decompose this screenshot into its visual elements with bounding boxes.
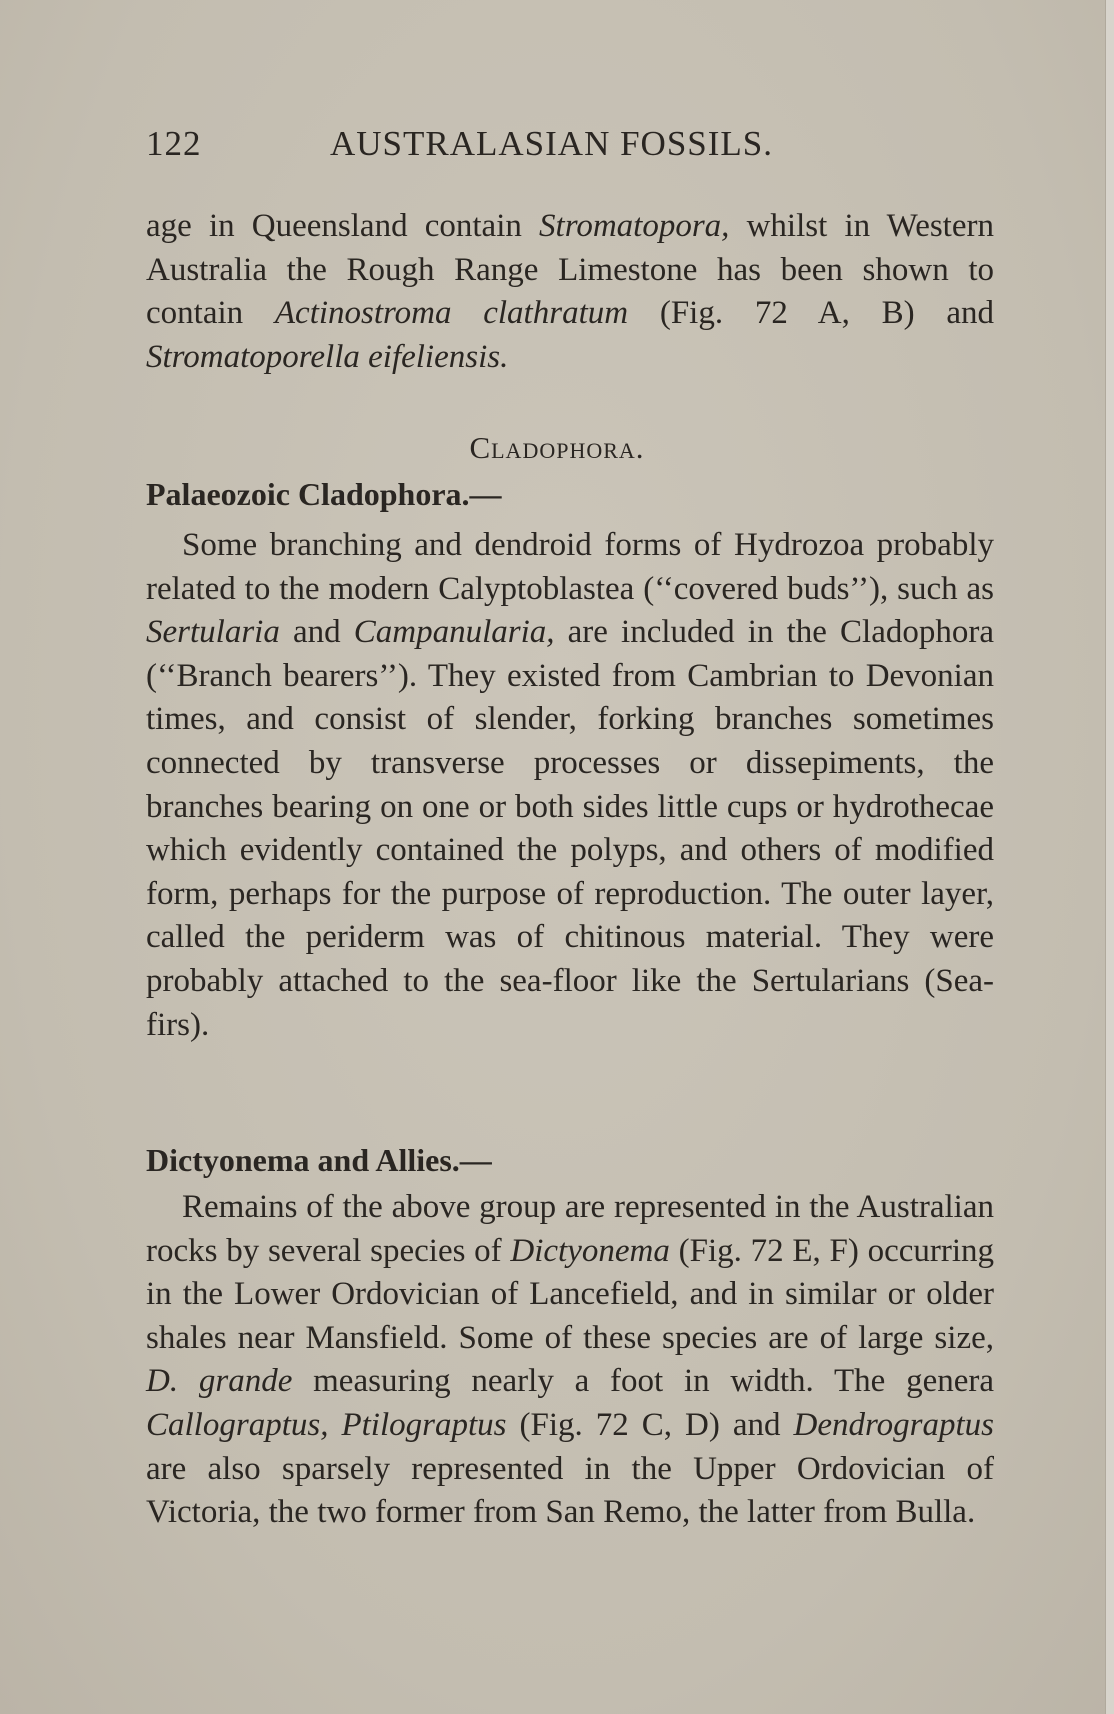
taxon-name: Callograptus, Ptilograptus <box>146 1406 507 1443</box>
paragraph-cladophora <box>146 524 994 1047</box>
text-run: measuring nearly a foot in width. The genera <box>292 1363 994 1400</box>
text-run: and <box>279 614 354 651</box>
text-run: are included in the Cladophora (‘‘Branch bearers’’). They existed from Cambrian to Devonian times, and consist of slender, forking branches sometimes connected by transverse processes or dissepiments, the branches bearing on one or both sides little cups or hydrothecae which evidently contained the polyps, and others of modified form, perhaps for the purpose of reproduction. The outer layer, called the periderm was of chitinous material. They were probably attached to the sea-floor like the Sertularians (Sea-firs). <box>146 614 994 1043</box>
subheading-dictyonema: Dictyonema and Allies.— <box>146 1142 492 1178</box>
subheading-palaeozoic-cladophora: Palaeozoic Cladophora.— <box>146 476 502 512</box>
taxon-name: Dictyonema <box>510 1232 670 1269</box>
taxon-name: D. grande <box>146 1363 293 1400</box>
taxon-name: Stromatoporella eifeliensis. <box>146 338 509 375</box>
running-title: AUSTRALASIAN FOSSILS. <box>330 124 774 163</box>
text-run: are also sparsely represented in the Upper Ordovician of Victoria, the two former from San Remo, the latter from Bulla. <box>146 1450 994 1531</box>
taxon-name: Actinostroma clathratum <box>274 295 629 332</box>
text-run: (Fig. 72 A, B) and <box>628 295 994 332</box>
page-edge <box>1105 0 1114 1714</box>
intro-paragraph <box>146 205 994 379</box>
text-run: (Fig. 72 C, D) and <box>506 1406 794 1443</box>
paragraph-dictyonema <box>146 1186 994 1535</box>
taxon-name: Dendrograptus <box>793 1406 994 1443</box>
page-number: 122 <box>146 124 202 163</box>
text-run: (Fig. 72 E, F) occurring in the Lower Ordovician of Lancefield, and in similar or older shales near Mansfield. Some of these species are of large size, <box>146 1232 995 1356</box>
section-heading: Cladophora. <box>469 430 645 465</box>
taxon-name: Campanularia, <box>353 614 555 651</box>
text-run: whilst in Western Australia the Rough Range Limestone has been shown to contain <box>146 208 994 332</box>
text-run: age in Queensland contain <box>146 208 540 244</box>
taxon-name: Sertularia <box>146 614 280 651</box>
text-run: Remains of the above group are represented in the Australian rocks by several species of <box>146 1189 994 1269</box>
taxon-name: Stromatopora, <box>539 208 730 244</box>
page-header <box>146 124 846 172</box>
text-run: Some branching and dendroid forms of Hydrozoa probably related to the modern Calyptoblastea (‘‘covered buds’’), such as <box>146 527 994 607</box>
